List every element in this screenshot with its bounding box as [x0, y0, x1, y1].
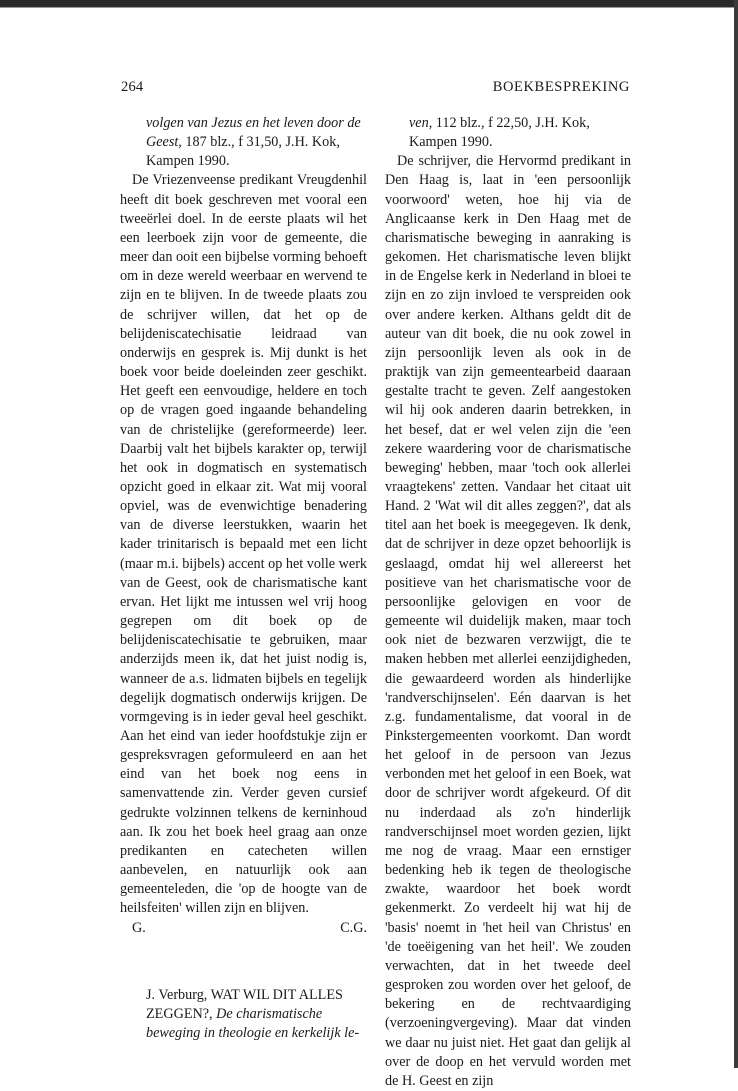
- book-reference-2: [120, 986, 367, 1043]
- section-gap: [120, 938, 367, 986]
- book-reference-2-subtitle-cont: ven,: [409, 115, 433, 131]
- right-column: [385, 114, 631, 1091]
- book-reference-1-details: 187 blz., f 31,50, J.H. Kok, Kampen 1990.: [146, 134, 340, 170]
- signoff-initial-right: C.G.: [340, 919, 367, 936]
- book-reference-1-title: volgen van Jezus en het leven door de Geest,: [146, 115, 361, 151]
- review-2-body: De schrijver, die Hervormd predikant in Den Haag is, laat in 'een persoonlijk voorwoord' weten, hoe hij via de Anglicaanse kerk in Den Haag met de charismatische beweging in aanraking is gekomen. Het charismatische leven blijkt in de Engelse kerk in Nederland in bloei te zijn en zo zijn invloed te verspreiden ook over andere kerken. Althans geldt dit de auteur van dit boek, die nu ook zowel in zijn persoonlijk leven als ook in de praktijk van zijn gemeentearbeid daaraan gestalte tracht te geven. Zelf aangestoken wil hij ook anderen daarin betrekken, in het besef, dat er wel velen zijn die 'een zekere waardering voor de charismatische beweging' hebben, maar 'toch ook allerlei vraagtekens' zetten. Vandaar het citaat uit Hand. 2 'Wat wil dit alles zeggen?', dat als titel aan het boek is meegegeven. Ik denk, dat de schrijver in deze opzet behoorlijk is geslaagd, omdat hij wel allereerst het positieve van het charismatische voor de persoonlijke gelovigen en voor de gemeente wil duidelijk maken, maar toch ook niet de bezwaren verzwijgt, die te maken hebben met allerlei eenzijdigheden, die gewaardeerd worden als hinderlijke 'randverschijnselen'. Eén daarvan is het z.g. fundamentalisme, dat vooral in de Pinkstergemeenten voorkomt. Dan wordt het geloof in de persoon van Jezus verbonden met het geloof in een Boek, wat door de schrijver wordt afgekeurd. Of dit nu inderdaad als zo'n hinderlijk randverschijnsel moet worden gezien, lijkt me nog de vraag. Maar een ernstiger bedenking heb ik tegen de theologische zwakte, waardoor het boek wordt gekenmerkt. Zo verdeelt hij wat hij de 'basis' noemt in 'het heil van Christus' en 'de toeëigening van het heil'. We zouden verwachten, dat in het tweede deel gesproken zou worden over het geloof, de bekering en de rechtvaardiging (verzoeningvergeving). Maar dat vinden we daar nu juist niet. Het gaat dan gelijk al over de doop en het vervuld worden met de H. Geest en zijn: [385, 153, 631, 1089]
- signoff-initial-left: G.: [132, 919, 146, 936]
- scan-top-edge-line: [0, 7, 738, 8]
- page-number: 264: [121, 79, 144, 95]
- running-head: [121, 79, 630, 99]
- book-reference-2-details: 112 blz., f 22,50, J.H. Kok, Kampen 1990.: [409, 115, 590, 151]
- book-reference-2-continued: [385, 114, 631, 152]
- review-1-body: De Vriezenveense predikant Vreugdenhil heeft dit boek geschreven met vooral een tweeërlei doel. In de eerste plaats wil het een leerboek zijn voor de gemeente, die meer dan ooit een bijbelse vorming behoeft om in deze wereld weerbaar en wervend te zijn en te blijven. In de tweede plaats zou de schrijver willen, dat het op de belijdeniscatechisatie leidraad van onderwijs en gesprek is. Mij dunkt is het boek voor beide doeleinden zeer geschikt. Het geeft een eenvoudige, heldere en toch op de vragen goed ingaande behandeling van de christelijke (gereformeerde) leer. Daarbij valt het bijbels karakter op, terwijl het ook in dogmatisch en systematisch opzicht goed in elkaar zit. Wat mij vooral opviel, was de evenwichtige benadering van de diverse leerstukken, waarin het kader trinitarisch is bepaald met een licht (maar m.i. bijbels) accent op het volle werk van de Geest, ook de charismatische kant ervan. Het lijkt me intussen wel vrij hoog gegrepen om dit boek op de belijdeniscatechisatie te gebruiken, maar anderzijds meen ik, dat het juist nodig is, wanneer de a.s. lidmaten bijbels en tegelijk degelijk dogmatisch onderwijs krijgen. De vormgeving is in ieder geval heel geschikt. Aan het eind van ieder hoofdstukje zijn er gespreksvragen geformuleerd en aan het eind van het boek nog eens in samenvattende zin. Verder geven cursief gedrukte volzinnen telkens de kerninhoud aan. Ik zou het boek heel graag aan onze predikanten en catecheten willen aanbevelen, en natuurlijk ook aan gemeenteleden, die 'op de hoogte van de heilsfeiten' willen zijn en blijven.: [120, 172, 368, 917]
- book-reference-1: [120, 114, 367, 171]
- scan-right-edge: [734, 0, 738, 1068]
- book-reference-2-author-title: J. Verburg, WAT WIL DIT ALLES ZEGGEN?,: [146, 986, 343, 1022]
- scan-top-edge: [0, 0, 738, 7]
- review-1-signoff: [120, 919, 367, 938]
- left-column: [120, 114, 367, 1043]
- section-title: BOEKBESPREKING: [492, 79, 630, 95]
- book-reference-2-subtitle: De charismatische beweging in theologie en kerkelijk le-: [146, 1005, 360, 1042]
